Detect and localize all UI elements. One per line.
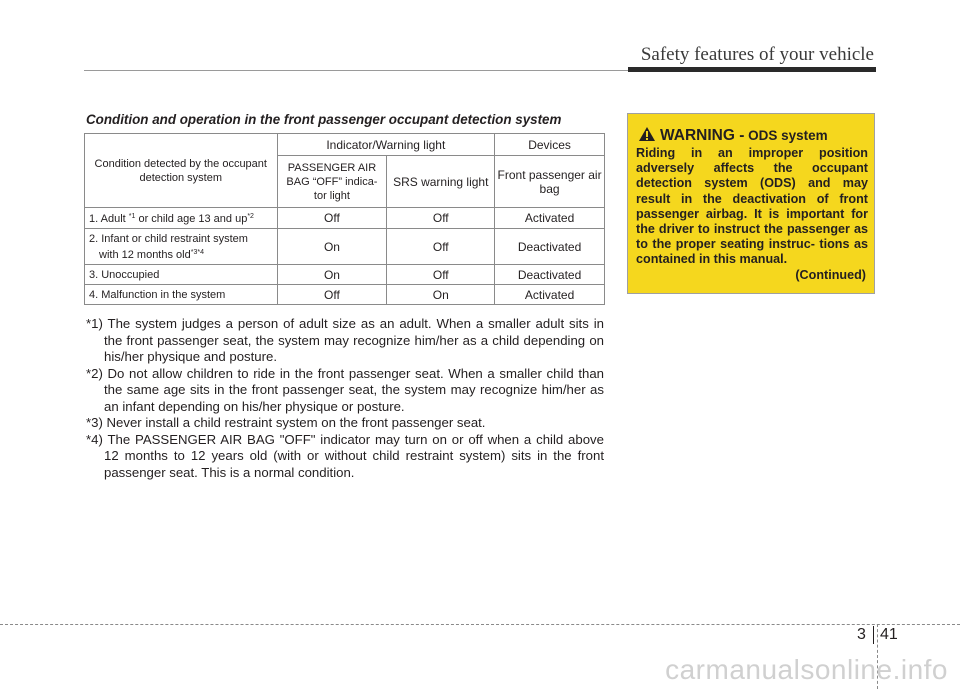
indicator-header: Indicator/Warning light <box>277 134 495 156</box>
airbag-status-value: Deactivated <box>495 229 605 265</box>
warning-box <box>627 113 875 294</box>
footnote-ref: *3 <box>190 248 198 256</box>
footnote: *3) Never install a child restraint system on the front passenger seat. <box>86 415 486 430</box>
passenger-light-value: Off <box>277 208 387 229</box>
srs-light-value: On <box>387 285 495 305</box>
condition-text: 2. Infant or child restraint system <box>89 232 248 245</box>
passenger-light-value: Off <box>277 285 387 305</box>
warning-body: Riding in an improper position adversely affects the occupant detection system (ODS) and may result in the deactivation of front passenger airbag. It is important for the driver to instruct the passenger as to the proper seating instruc- tions as contained in this manual. <box>636 146 868 267</box>
page-header-title: Safety features of your vehicle <box>640 44 874 65</box>
footnote-ref: *1 <box>128 213 136 220</box>
warning-title-sub: ODS system <box>744 128 828 143</box>
table-row <box>85 285 605 305</box>
table-row <box>85 265 605 285</box>
condition-cell <box>85 229 278 265</box>
page-separator <box>873 626 874 644</box>
warning-triangle-icon <box>638 126 656 147</box>
footnote: *4) The PASSENGER AIR BAG "OFF" indicator may turn on or off when a child above 12 months to 12 years old (with or without child restraint system) sits in the front passenger seat. This is a normal condition. <box>86 431 604 480</box>
footnotes <box>86 316 604 481</box>
airbag-status-value: Activated <box>495 208 605 229</box>
footnote-ref: *4 <box>197 248 204 256</box>
airbag-status-value: Deactivated <box>495 265 605 285</box>
table-row <box>85 208 605 229</box>
airbag-status-value: Activated <box>495 285 605 305</box>
page-number: 41 <box>880 626 898 643</box>
ods-condition-table <box>84 133 605 305</box>
footer-rule <box>0 624 960 625</box>
condition-text: 1. Adult <box>89 213 129 225</box>
front-airbag-header: Front passenger air bag <box>495 156 605 208</box>
warning-continued: (Continued) <box>795 268 866 282</box>
header-rule-accent <box>628 67 876 72</box>
footnote: *2) Do not allow children to ride in the front passenger seat. When a smaller child than the same age sits in the front passenger seat, the system may recognize him/her as an infant depending on his/her physique or posture. <box>86 365 604 414</box>
passenger-light-value: On <box>277 265 387 285</box>
srs-light-value: Off <box>387 208 495 229</box>
srs-light-header: SRS warning light <box>387 156 495 208</box>
passenger-light-header: PASSENGER AIR BAG “OFF” indica- tor light <box>277 156 387 208</box>
section-heading: Condition and operation in the front passenger occupant detection system <box>86 112 562 127</box>
footnote-ref: *2 <box>247 213 254 220</box>
warning-title <box>638 126 828 147</box>
passenger-light-value: On <box>277 229 387 265</box>
condition-header: Condition detected by the occupant detection system <box>85 134 278 208</box>
devices-header: Devices <box>495 134 605 156</box>
warning-title-main: WARNING - <box>660 127 745 144</box>
srs-light-value: Off <box>387 229 495 265</box>
condition-text: or child age 13 and up <box>135 213 248 225</box>
watermark: carmanualsonline.info <box>665 654 948 685</box>
table-row <box>85 229 605 265</box>
condition-cell: 3. Unoccupied <box>85 265 278 285</box>
condition-cell: 4. Malfunction in the system <box>85 285 278 305</box>
srs-light-value: Off <box>387 265 495 285</box>
footnote: *1) The system judges a person of adult size as an adult. When a smaller adult sits in the front passenger seat, the system may recognize him/her as a child depending on his/her physique and posture. <box>86 316 604 364</box>
chapter-number: 3 <box>857 626 866 643</box>
condition-cell <box>85 208 278 229</box>
condition-text: with 12 months old <box>99 248 191 261</box>
